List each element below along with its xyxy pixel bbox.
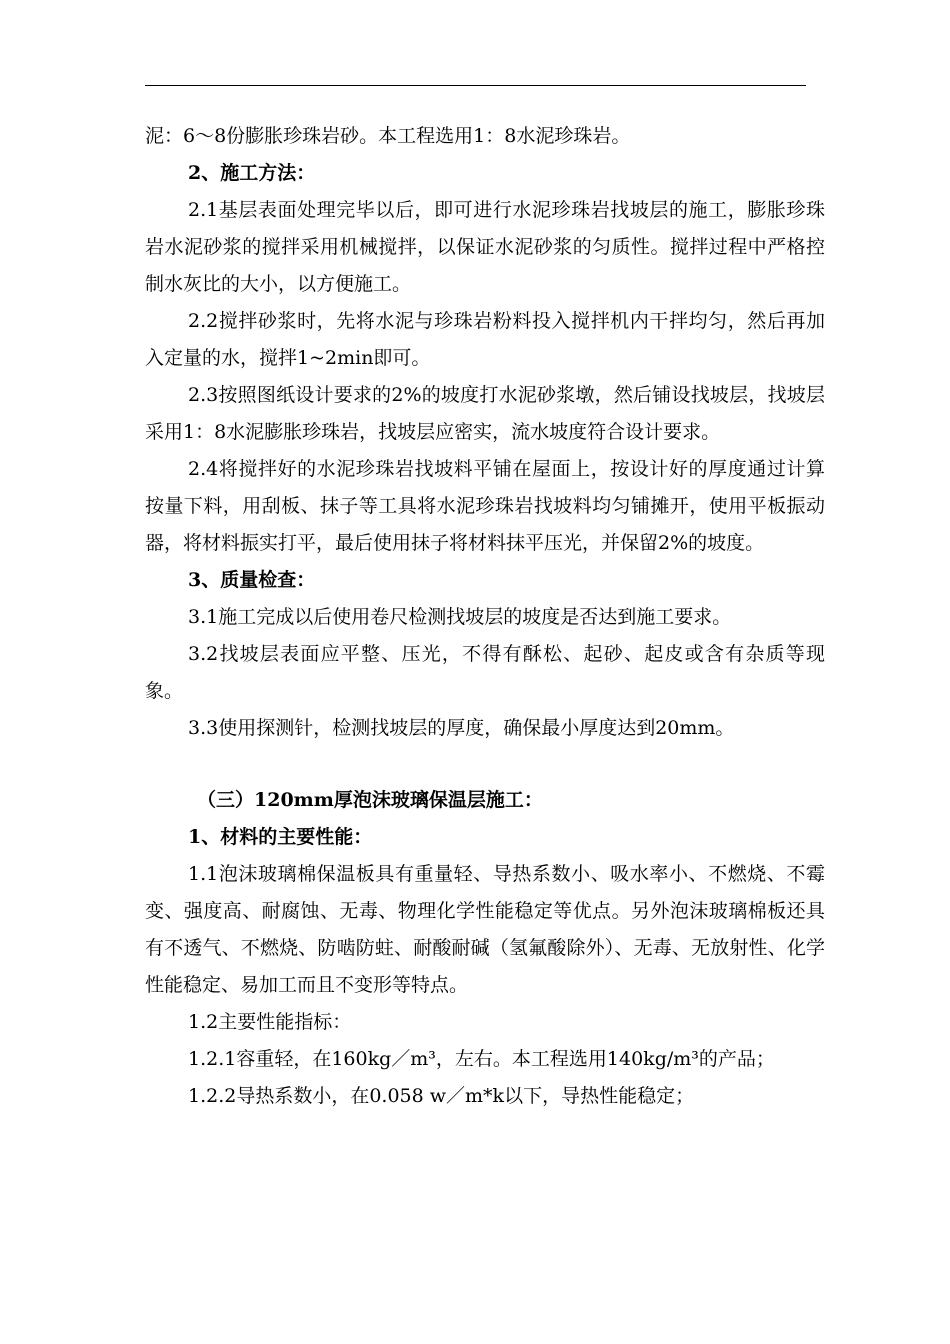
paragraph-3-1: 3.1施工完成以后使用卷尺检测找坡层的坡度是否达到施工要求。 bbox=[188, 606, 732, 628]
paragraph-1-1: 1.1泡沫玻璃棉保温板具有重量轻、导热系数小、吸水率小、不燃烧、不霉变、强度高、耐腐蚀、无毒、物理化学性能稳定等优点。另外泡沫玻璃棉板还具有不透气、不燃烧、防啮防蛀、耐酸耐碱（氢氟酸除外）、无毒、无放射性、化学性能稳定、易加工而且不变形等特点。 bbox=[145, 863, 825, 996]
paragraph-2-4: 2.4将搅拌好的水泥珍珠岩找坡料平铺在屋面上，按设计好的厚度通过计算按量下料，用刮板、抹子等工具将水泥珍珠岩找坡料均匀铺摊开，使用平板振动器，将材料振实打平，最后使用抹子将材料抹平压光，并保留2%的坡度。 bbox=[145, 458, 825, 554]
heading-section-3-foam-glass: （三）120mm厚泡沫玻璃保温层施工： bbox=[197, 789, 543, 811]
paragraph-3-3: 3.3使用探测针，检测找坡层的厚度，确保最小厚度达到20mm。 bbox=[188, 717, 735, 739]
paragraph-1-2: 1.2主要性能指标： bbox=[188, 1011, 352, 1033]
document-body bbox=[145, 118, 825, 1115]
heading-material-properties: 1、材料的主要性能： bbox=[188, 826, 373, 848]
header-rule bbox=[145, 85, 806, 86]
paragraph-intro-tail: 泥：6～8份膨胀珍珠岩砂。本工程选用1：8水泥珍珠岩。 bbox=[145, 125, 631, 147]
section-spacer bbox=[145, 747, 825, 782]
paragraph-1-2-1: 1.2.1容重轻，在160kg／m³，左右。本工程选用140kg/m³的产品； bbox=[188, 1048, 775, 1070]
paragraph-3-2: 3.2找坡层表面应平整、压光，不得有酥松、起砂、起皮或含有杂质等现象。 bbox=[145, 643, 825, 702]
paragraph-2-1: 2.1基层表面处理完毕以后，即可进行水泥珍珠岩找坡层的施工，膨胀珍珠岩水泥砂浆的搅拌采用机械搅拌，以保证水泥砂浆的匀质性。搅拌过程中严格控制水灰比的大小，以方便施工。 bbox=[145, 199, 825, 295]
paragraph-2-2: 2.2搅拌砂浆时，先将水泥与珍珠岩粉料投入搅拌机内干拌均匀，然后再加入定量的水，搅拌1~2min即可。 bbox=[145, 310, 825, 369]
paragraph-2-3: 2.3按照图纸设计要求的2%的坡度打水泥砂浆墩，然后铺设找坡层，找坡层采用1：8水泥膨胀珍珠岩，找坡层应密实，流水坡度符合设计要求。 bbox=[145, 384, 825, 443]
paragraph-1-2-2: 1.2.2导热系数小，在0.058 w／m*k以下，导热性能稳定； bbox=[188, 1085, 695, 1107]
heading-quality-check: 3、质量检查： bbox=[188, 569, 316, 591]
heading-construction-method: 2、施工方法： bbox=[188, 162, 316, 184]
